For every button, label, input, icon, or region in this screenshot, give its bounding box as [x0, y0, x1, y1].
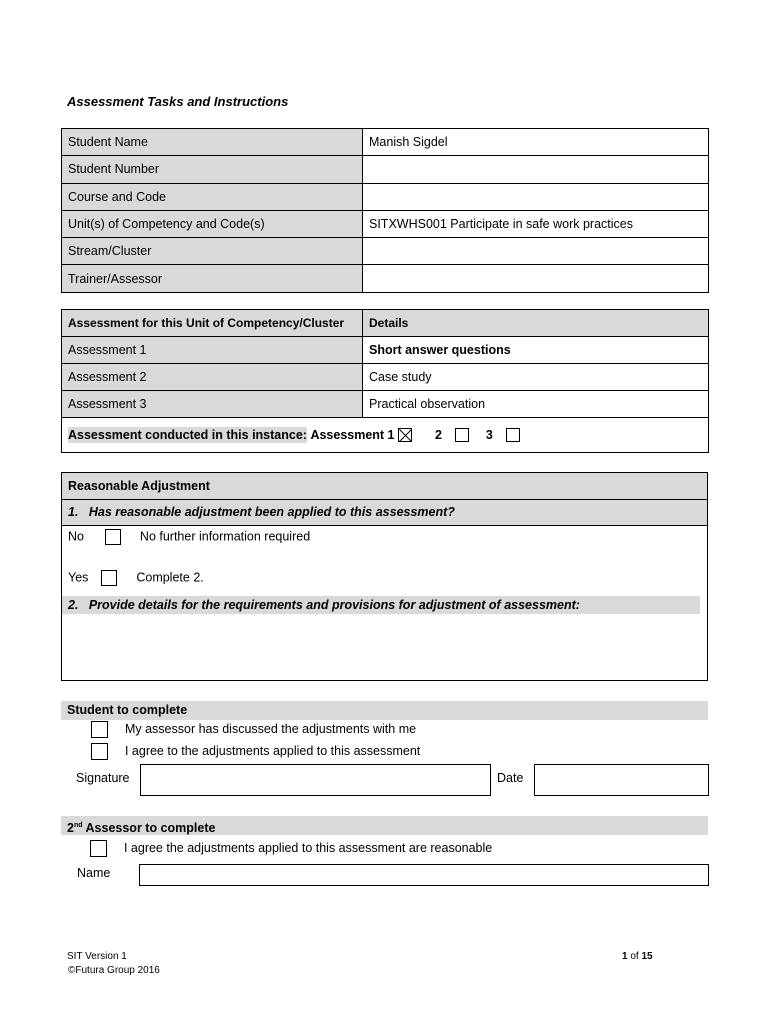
assessment-instance-label: Assessment conducted in this instance:: [68, 427, 307, 442]
table-row: [62, 156, 709, 183]
signature-field[interactable]: [140, 764, 491, 796]
assessor-name-field[interactable]: [139, 864, 709, 886]
footer-version: SIT Version 1: [67, 951, 127, 962]
footer-page-number: [622, 951, 653, 962]
assessment-instance-prefix: Assessment 1: [310, 427, 395, 442]
date-label: Date: [497, 771, 524, 785]
assessment-2-details: Case study: [363, 364, 709, 391]
table-row: [62, 337, 709, 364]
assessment-1-details: Short answer questions: [363, 337, 709, 364]
no-text: No further information required: [139, 529, 311, 544]
footer-page-current: 1: [622, 951, 628, 962]
trainer-assessor-field[interactable]: [363, 265, 709, 292]
assessor-heading-number: 2: [67, 821, 74, 836]
table-row: [62, 183, 709, 210]
student-number-label: Student Number: [62, 156, 363, 183]
assessment-2-option-label: 2: [434, 427, 442, 442]
assessor-heading-ordinal: nd: [73, 822, 83, 829]
unit-competency-label: Unit(s) of Competency and Code(s): [62, 210, 363, 237]
footer-page-of: of: [627, 951, 642, 962]
assessor-agree-checkbox[interactable]: [90, 840, 107, 857]
yes-checkbox[interactable]: [101, 570, 117, 586]
yes-text: Complete 2.: [136, 570, 204, 585]
table-row: [62, 265, 709, 292]
table-row: [62, 238, 709, 265]
reasonable-adjustment-heading: Reasonable Adjustment: [62, 473, 707, 500]
adjustment-question-1: 1. Has reasonable adjustment been applied to this assessment?: [62, 500, 707, 526]
assessment-3-option-label: 3: [485, 427, 493, 442]
student-agree-checkbox[interactable]: [91, 743, 108, 760]
unit-competency-field[interactable]: SITXWHS001 Participate in safe work practices: [363, 210, 709, 237]
student-details-table: [61, 128, 709, 293]
assessment-instance-cell: [62, 418, 709, 453]
assessor-agree-text: I agree the adjustments applied to this assessment are reasonable: [123, 840, 493, 855]
student-section-heading: Student to complete: [61, 701, 708, 720]
assessment-3-label: Assessment 3: [62, 391, 363, 418]
table-row: [62, 418, 709, 453]
no-checkbox[interactable]: [105, 529, 121, 545]
assessor-heading-text: Assessor to complete: [82, 821, 216, 836]
adjustment-details-field[interactable]: [62, 615, 707, 679]
signature-label: Signature: [76, 771, 130, 785]
student-name-label: Student Name: [62, 129, 363, 156]
table-row: [62, 210, 709, 237]
student-agree-text: I agree to the adjustments applied to this assessment: [124, 743, 421, 758]
assessment-2-checkbox[interactable]: [455, 428, 469, 442]
student-check-row-2: [91, 743, 420, 760]
yes-option-row: [68, 570, 204, 586]
date-field[interactable]: [534, 764, 709, 796]
student-name-field[interactable]: Manish Sigdel: [363, 129, 709, 156]
assessor-check-row: [90, 840, 492, 857]
course-code-label: Course and Code: [62, 183, 363, 210]
assessment-1-label: Assessment 1: [62, 337, 363, 364]
page-title: Assessment Tasks and Instructions: [67, 94, 289, 109]
reasonable-adjustment-section: [61, 472, 708, 681]
course-code-field[interactable]: [363, 183, 709, 210]
assessment-1-checkbox[interactable]: [398, 428, 412, 442]
assessment-2-label: Assessment 2: [62, 364, 363, 391]
footer-page-total: 15: [641, 951, 653, 962]
student-check-row-1: [91, 721, 416, 738]
stream-cluster-field[interactable]: [363, 238, 709, 265]
stream-cluster-label: Stream/Cluster: [62, 238, 363, 265]
assessment-3-checkbox[interactable]: [506, 428, 520, 442]
table-row: [62, 364, 709, 391]
student-discussed-text: My assessor has discussed the adjustments with me: [124, 721, 417, 736]
assessment-col-header: Assessment for this Unit of Competency/Cluster: [62, 310, 363, 337]
no-label: No: [68, 529, 84, 544]
student-number-field[interactable]: [363, 156, 709, 183]
table-row: [62, 129, 709, 156]
assessor-section-heading: [61, 816, 708, 835]
yes-label: Yes: [68, 570, 89, 585]
table-header-row: [62, 310, 709, 337]
footer-copyright: ©Futura Group 2016: [68, 965, 160, 976]
student-discussed-checkbox[interactable]: [91, 721, 108, 738]
assessment-table: [61, 309, 709, 453]
no-option-row: [68, 529, 310, 545]
table-row: [62, 391, 709, 418]
assessment-3-details: Practical observation: [363, 391, 709, 418]
trainer-assessor-label: Trainer/Assessor: [62, 265, 363, 292]
details-col-header: Details: [363, 310, 709, 337]
assessor-name-label: Name: [77, 866, 111, 880]
adjustment-question-2: 2. Provide details for the requirements and provisions for adjustment of assessment:: [62, 596, 700, 614]
